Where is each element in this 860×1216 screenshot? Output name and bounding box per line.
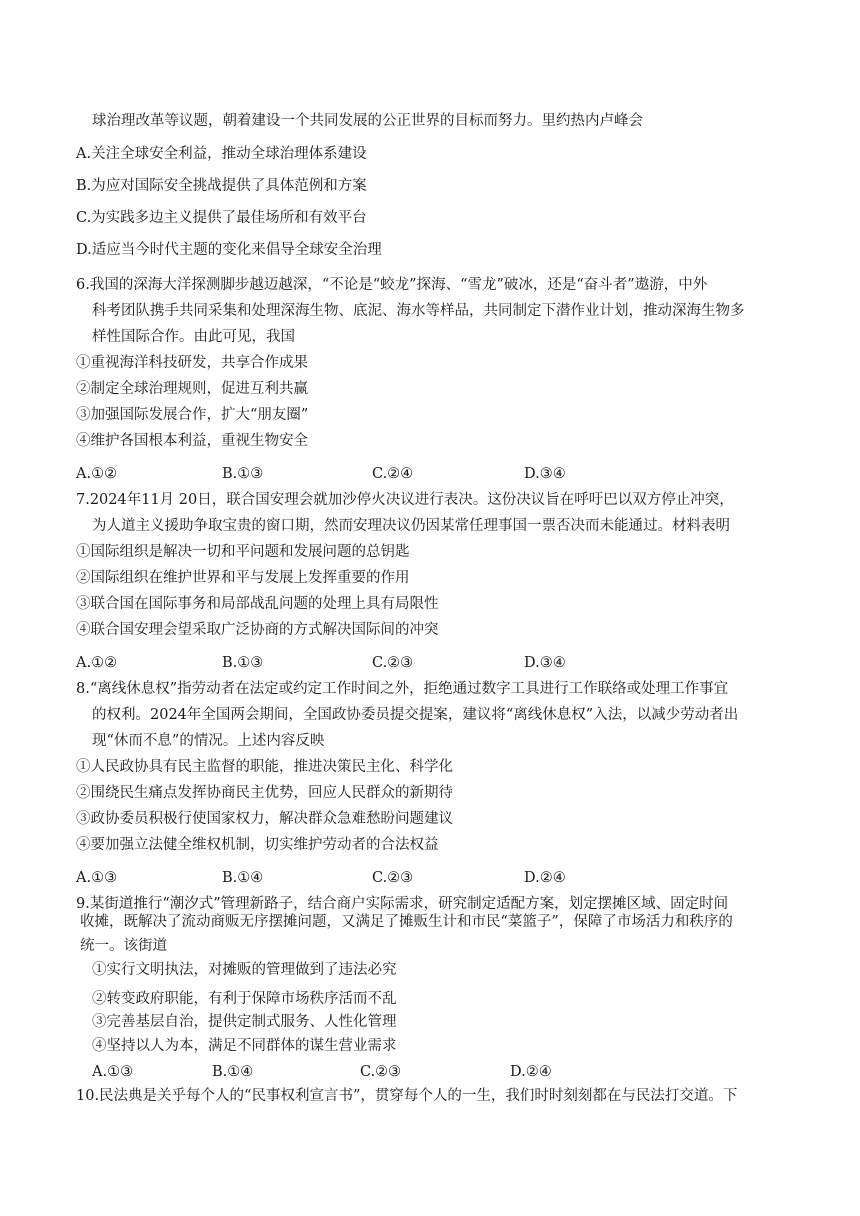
question-8-stem-line-1: 8.“离线休息权”指劳动者在法定或约定工作时间之外，拒绝通过数字工具进行工作联络或处理工作事宜 xyxy=(76,681,729,697)
choice-c: C.②③ xyxy=(360,1064,402,1080)
choice-b: B.①④ xyxy=(212,1064,254,1080)
question-6-stem-line-2: 科考团队携手共同采集和处理深海生物、底泥、海水等样品，共同制定下潜作业计划，推动深海生物多 xyxy=(92,303,745,319)
choice-c: C.②③ xyxy=(372,655,414,671)
question-6-stem-line-1: 6.我国的深海大洋探测脚步越迈越深，“不论是“蛟龙”探海、“雪龙”破冰，还是“奋斗者”遨游，中外 xyxy=(76,277,708,293)
option-d: D.适应当今时代主题的变化来倡导全球安全治理 xyxy=(76,242,382,258)
choice-b: B.①③ xyxy=(222,655,264,671)
question-10-stem-line-1: 10.民法典是关乎每个人的“民事权利宣言书”，贯穿每个人的一生，我们时时刻刻都在与民法打交道。下 xyxy=(76,1088,738,1104)
question-9-stem-line-3: 统一。该街道 xyxy=(80,938,167,954)
statement-3: ③政协委员积极行使国家权力，解决群众急难愁盼问题建议 xyxy=(76,811,453,827)
choice-d: D.③④ xyxy=(524,655,566,671)
statement-3: ③完善基层自治，提供定制式服务、人性化管理 xyxy=(92,1014,397,1030)
choice-d: D.②④ xyxy=(510,1064,552,1080)
choice-b: B.①④ xyxy=(222,870,264,886)
question-6-stem-line-3: 样性国际合作。由此可见，我国 xyxy=(92,329,295,345)
statement-1: ①重视海洋科技研发，共享合作成果 xyxy=(76,355,308,371)
statement-1: ①国际组织是解决一切和平问题和发展问题的总钥匙 xyxy=(76,544,410,560)
statement-4: ④维护各国根本利益，重视生物安全 xyxy=(76,433,308,449)
question-5-continuation: 球治理改革等议题，朝着建设一个共同发展的公正世界的目标而努力。里约热内卢峰会 xyxy=(92,113,643,129)
choice-c: C.②④ xyxy=(372,466,414,482)
question-8-stem-line-3: 现“休而不息”的情况。上述内容反映 xyxy=(92,733,325,749)
question-9-stem-line-1: 9.某街道推行“潮汐式”管理新路子，结合商户实际需求，研究制定适配方案，划定摆摊区域、固定时间 xyxy=(76,896,729,912)
question-7-stem-line-2: 为人道主义援助争取宝贵的窗口期，然而安理决议仍因某常任理事国一票否决而未能通过。材料表明 xyxy=(92,518,730,534)
option-a: A.关注全球安全利益，推动全球治理体系建设 xyxy=(76,146,367,162)
choice-d: D.③④ xyxy=(524,466,566,482)
statement-4: ④要加强立法健全维权机制，切实维护劳动者的合法权益 xyxy=(76,837,439,853)
choice-a: A.①② xyxy=(76,466,118,482)
statement-4: ④联合国安理会望采取广泛协商的方式解决国际间的冲突 xyxy=(76,622,439,638)
choice-a: A.①② xyxy=(76,655,118,671)
statement-1: ①人民政协具有民主监督的职能，推进决策民主化、科学化 xyxy=(76,759,453,775)
question-8-stem-line-2: 的权利。2024年全国两会期间，全国政协委员提交提案，建议将“离线休息权”入法，以减少劳动者出 xyxy=(92,707,739,723)
choice-b: B.①③ xyxy=(222,466,264,482)
statement-3: ③联合国在国际事务和局部战乱问题的处理上具有局限性 xyxy=(76,596,439,612)
question-7-stem-line-1: 7.2024年11月 20日，联合国安理会就加沙停火决议进行表决。这份决议旨在呼吁巴以双方停止冲突， xyxy=(76,492,734,508)
question-9-stem-line-2: 收摊，既解决了流动商贩无序摆摊问题，又满足了摊贩生计和市民“菜篮子”，保障了市场活力和秩序的 xyxy=(80,914,733,930)
choice-a: A.①③ xyxy=(92,1064,134,1080)
statement-2: ②转变政府职能，有利于保障市场秩序活而不乱 xyxy=(92,991,397,1007)
statement-2: ②国际组织在维护世界和平与发展上发挥重要的作用 xyxy=(76,570,410,586)
choice-c: C.②③ xyxy=(372,870,414,886)
choice-a: A.①③ xyxy=(76,870,118,886)
option-b: B.为应对国际安全挑战提供了具体范例和方案 xyxy=(76,178,367,194)
statement-3: ③加强国际发展合作，扩大“朋友圈” xyxy=(76,407,309,423)
statement-2: ②围绕民生痛点发挥协商民主优势，回应人民群众的新期待 xyxy=(76,785,453,801)
option-c: C.为实践多边主义提供了最佳场所和有效平台 xyxy=(76,210,367,226)
choice-d: D.②④ xyxy=(524,870,566,886)
statement-4: ④坚持以人为本，满足不同群体的谋生营业需求 xyxy=(92,1038,397,1054)
statement-1: ①实行文明执法，对摊贩的管理做到了违法必究 xyxy=(92,962,397,978)
statement-2: ②制定全球治理规则，促进互利共赢 xyxy=(76,381,308,397)
